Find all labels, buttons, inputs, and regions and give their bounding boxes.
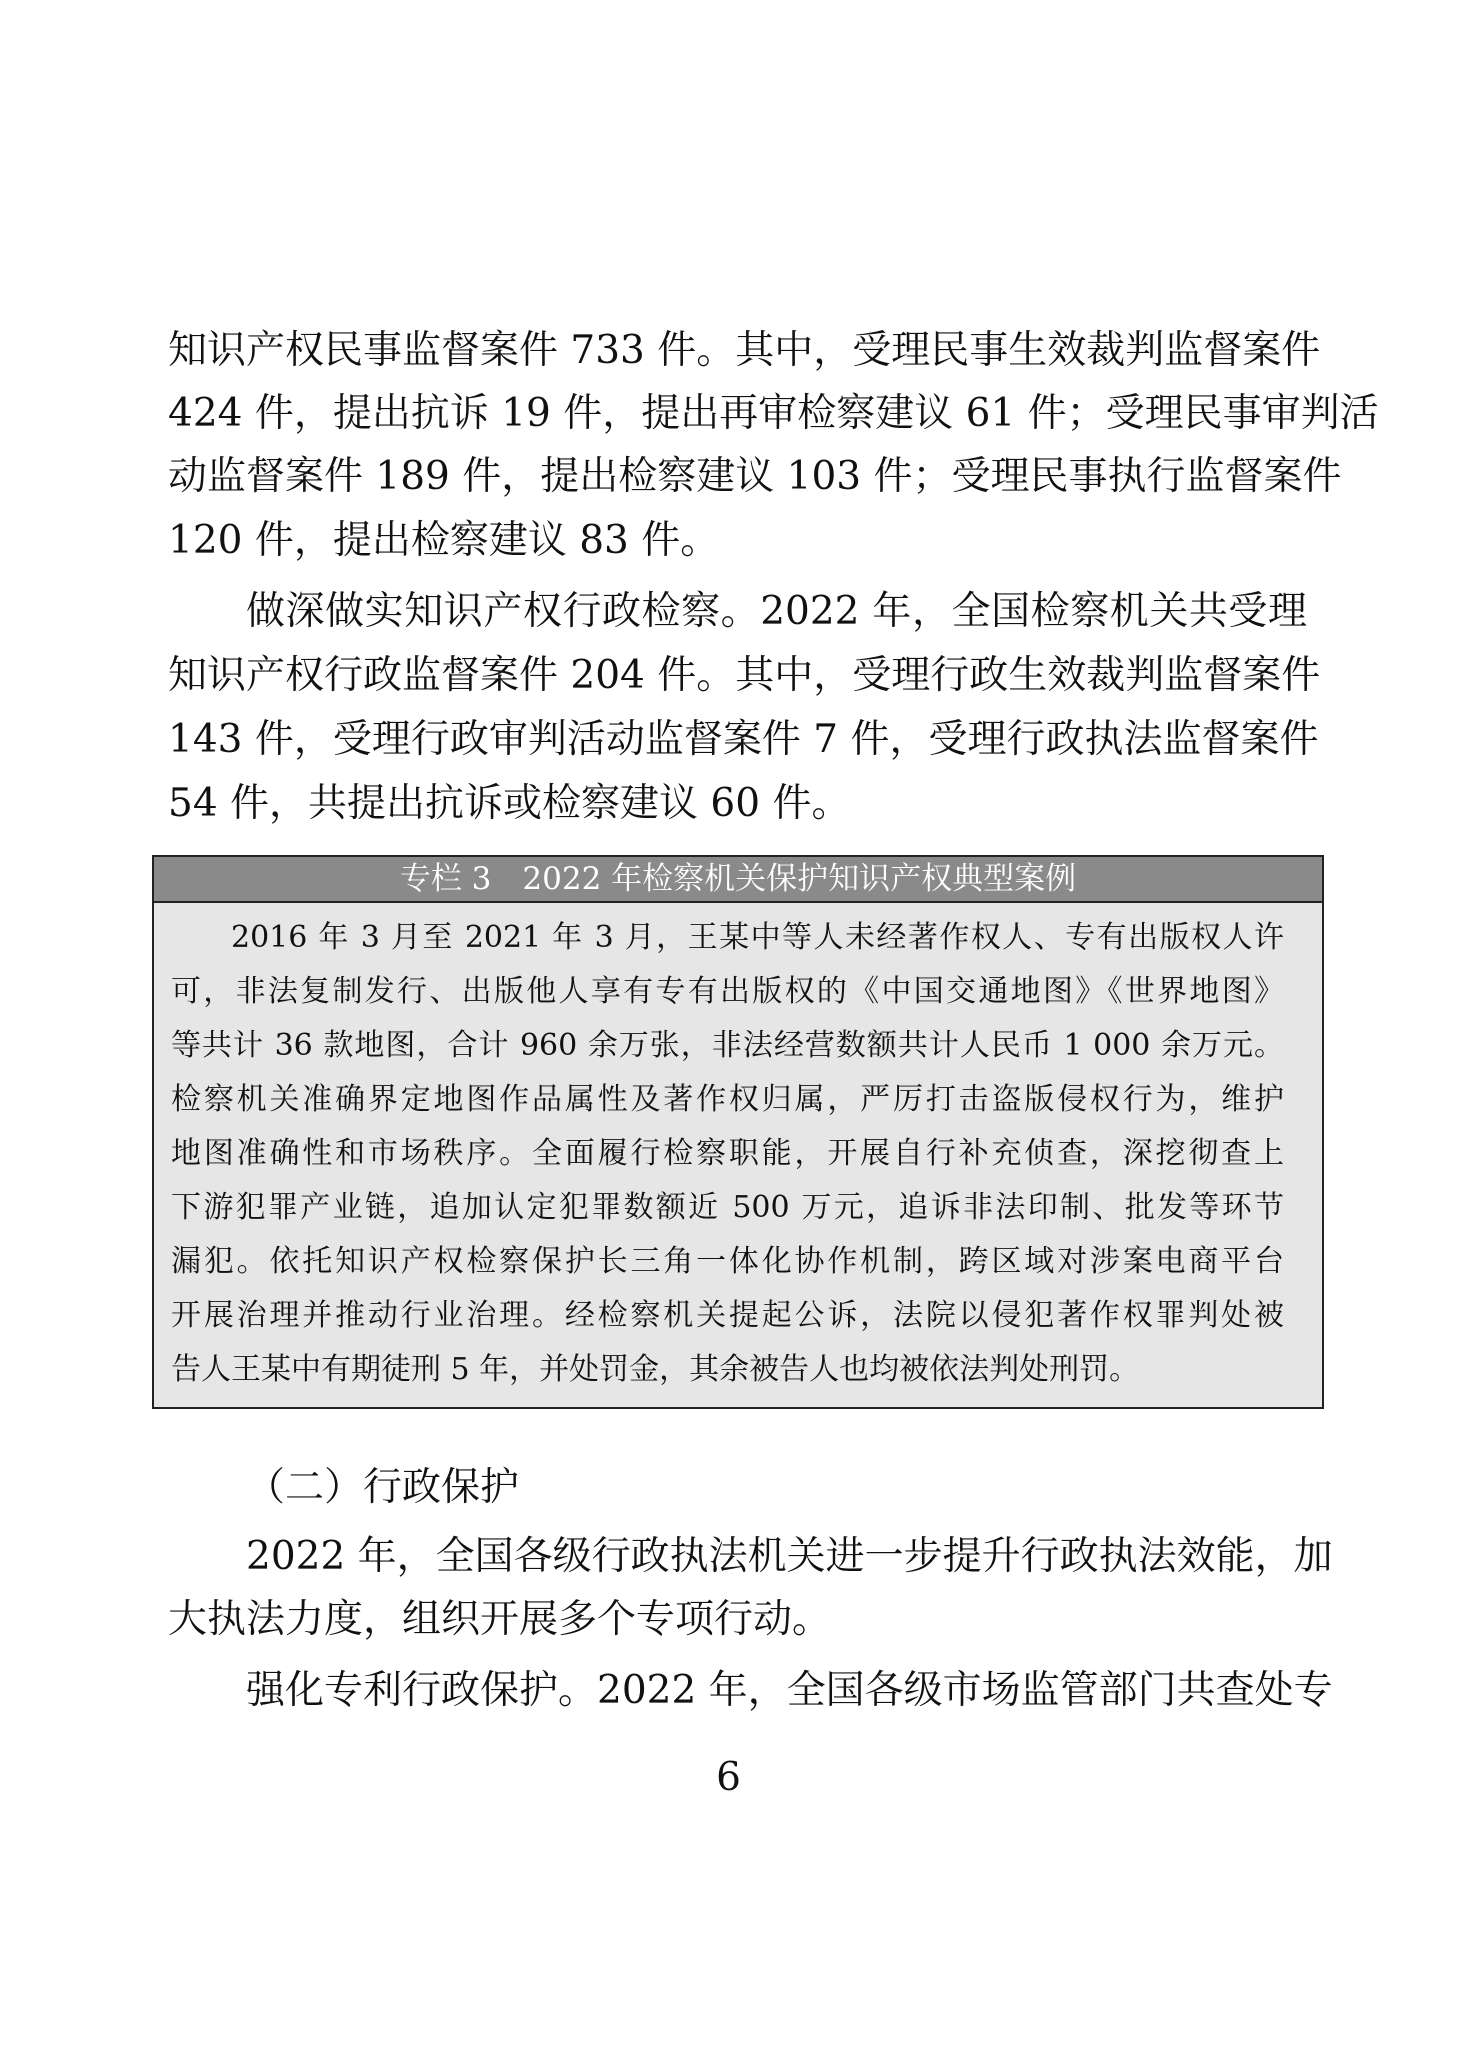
case-box-line: 2016 年 3 月至 2021 年 3 月，王某中等人未经著作权人、专有出版权人许 bbox=[231, 920, 1284, 955]
paragraph-line: 424 件，提出抗诉 19 件，提出再审检察建议 61 件；受理民事审判活 bbox=[168, 391, 1379, 436]
paragraph-line: 2022 年，全国各级行政执法机关进一步提升行政执法效能，加 bbox=[246, 1534, 1333, 1579]
page-number: 6 bbox=[716, 1755, 741, 1800]
paragraph-line: 动监督案件 189 件，提出检察建议 103 件；受理民事执行监督案件 bbox=[168, 454, 1342, 499]
paragraph-line: 143 件，受理行政审判活动监督案件 7 件，受理行政执法监督案件 bbox=[168, 717, 1319, 762]
case-box-line: 可，非法复制发行、出版他人享有专有出版权的《中国交通地图》《世界地图》 bbox=[171, 974, 1284, 1009]
case-box-line: 等共计 36 款地图，合计 960 余万张，非法经营数额共计人民币 1 000 余万元。 bbox=[171, 1028, 1284, 1063]
paragraph-line: 知识产权民事监督案件 733 件。其中，受理民事生效裁判监督案件 bbox=[168, 328, 1321, 373]
case-box-line: 检察机关准确界定地图作品属性及著作权归属，严厉打击盗版侵权行为，维护 bbox=[171, 1082, 1284, 1117]
paragraph-line: 强化专利行政保护。2022 年，全国各级市场监管部门共查处专 bbox=[246, 1668, 1333, 1713]
case-box-line: 漏犯。依托知识产权检察保护长三角一体化协作机制，跨区域对涉案电商平台 bbox=[171, 1244, 1284, 1279]
paragraph-line: 大执法力度，组织开展多个专项行动。 bbox=[168, 1597, 832, 1642]
section-heading: （二）行政保护 bbox=[246, 1465, 520, 1510]
case-box-line: 地图准确性和市场秩序。全面履行检察职能，开展自行补充侦查，深挖彻查上 bbox=[171, 1136, 1284, 1171]
case-box bbox=[152, 855, 1324, 1409]
case-box-title: 专栏 3 2022 年检察机关保护知识产权典型案例 bbox=[154, 857, 1322, 903]
paragraph-line: 120 件，提出检察建议 83 件。 bbox=[168, 518, 720, 563]
case-box-line: 告人王某中有期徒刑 5 年，并处罚金，其余被告人也均被依法判处刑罚。 bbox=[171, 1352, 1140, 1387]
paragraph-line: 54 件，共提出抗诉或检察建议 60 件。 bbox=[168, 781, 851, 826]
paragraph-line: 做深做实知识产权行政检察。2022 年，全国检察机关共受理 bbox=[246, 589, 1307, 634]
case-box-line: 下游犯罪产业链，追加认定犯罪数额近 500 万元，追诉非法印制、批发等环节 bbox=[171, 1190, 1284, 1225]
case-box-line: 开展治理并推动行业治理。经检察机关提起公诉，法院以侵犯著作权罪判处被 bbox=[171, 1298, 1284, 1333]
paragraph-line: 知识产权行政监督案件 204 件。其中，受理行政生效裁判监督案件 bbox=[168, 653, 1321, 698]
